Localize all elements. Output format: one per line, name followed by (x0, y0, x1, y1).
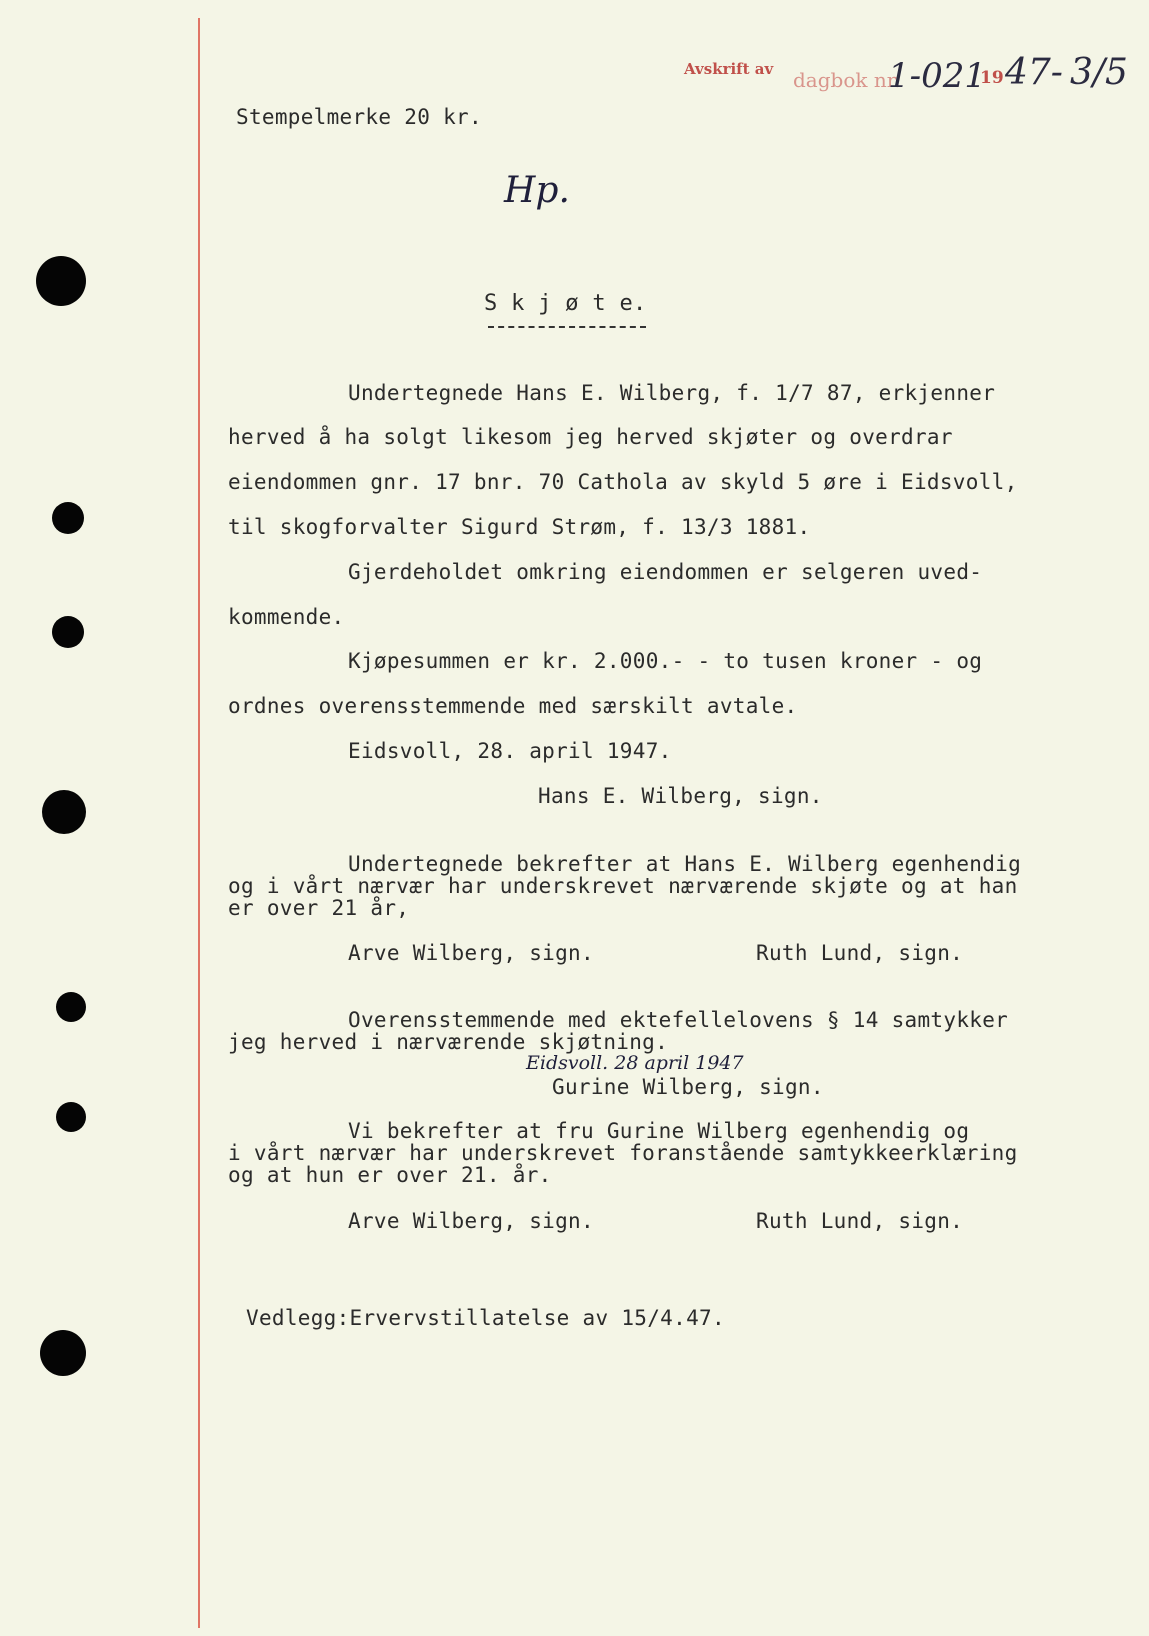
stamp-label: Avskrift av (684, 60, 774, 78)
text-line: Undertegnede bekrefter at Hans E. Wilberg egenhendig (348, 852, 1022, 876)
punch-hole (36, 256, 86, 306)
signature-line: Arve Wilberg, sign. (348, 1209, 594, 1233)
text-line: kommende. (228, 605, 345, 629)
document-title: S k j ø t e. (484, 291, 647, 316)
stamp-year-suffix: 47- (1005, 52, 1063, 93)
signature-line: Gurine Wilberg, sign. (552, 1075, 824, 1099)
punch-hole (52, 502, 84, 534)
text-line: Overensstemmende med ektefellelovens § 14 samtykker (348, 1008, 1009, 1032)
signature-line: Ruth Lund, sign. (756, 1209, 964, 1233)
text-line: er over 21 år, (228, 896, 410, 920)
text-line: i vårt nærvær har underskrevet foranstående samtykkeerklæring (228, 1141, 1018, 1165)
stamp-dagbok: dagbok nr. (793, 68, 901, 92)
stamp-number: 1-021 (888, 56, 987, 96)
text-line: Gjerdeholdet omkring eiendommen er selgeren uved- (348, 560, 983, 584)
stempelmerke: Stempelmerke 20 kr. (236, 105, 482, 129)
text-line: ordnes overensstemmende med særskilt avtale. (228, 694, 798, 718)
handwritten-note: Eidsvoll. 28 april 1947 (526, 1052, 744, 1074)
text-line: og i vårt nærvær har underskrevet nærværende skjøte og at han (228, 874, 1018, 898)
text-line: herved å ha solgt likesom jeg herved skjøter og overdrar (228, 425, 953, 449)
text-line: eiendommen gnr. 17 bnr. 70 Cathola av skyld 5 øre i Eidsvoll, (228, 470, 1018, 494)
text-line: Eidsvoll, 28. april 1947. (348, 739, 672, 763)
attachment-line: Vedlegg:Ervervstillatelse av 15/4.47. (246, 1306, 725, 1330)
initials-mark: Hp. (504, 170, 570, 211)
text-line: til skogforvalter Sigurd Strøm, f. 13/3 1881. (228, 515, 811, 539)
signature-line: Ruth Lund, sign. (756, 941, 964, 965)
red-margin-line (198, 18, 200, 1628)
title-underline (488, 326, 646, 328)
text-line: Undertegnede Hans E. Wilberg, f. 1/7 87, erkjenner (348, 381, 996, 405)
punch-hole (52, 616, 84, 648)
punch-hole (56, 1102, 86, 1132)
text-line: Kjøpesummen er kr. 2.000.- - to tusen kroner - og (348, 649, 983, 673)
punch-hole (40, 1330, 86, 1376)
punch-hole (42, 790, 86, 834)
stamp-year-prefix: 19 (980, 68, 1004, 88)
text-line: jeg herved i nærværende skjøtning. (228, 1030, 669, 1054)
text-line: Vi bekrefter at fru Gurine Wilberg egenhendig og (348, 1119, 970, 1143)
stamp-date: 3/5 (1070, 52, 1128, 93)
punch-hole (56, 992, 86, 1022)
text-line: og at hun er over 21. år. (228, 1163, 552, 1187)
signature-line: Arve Wilberg, sign. (348, 941, 594, 965)
text-line: Hans E. Wilberg, sign. (538, 784, 823, 808)
